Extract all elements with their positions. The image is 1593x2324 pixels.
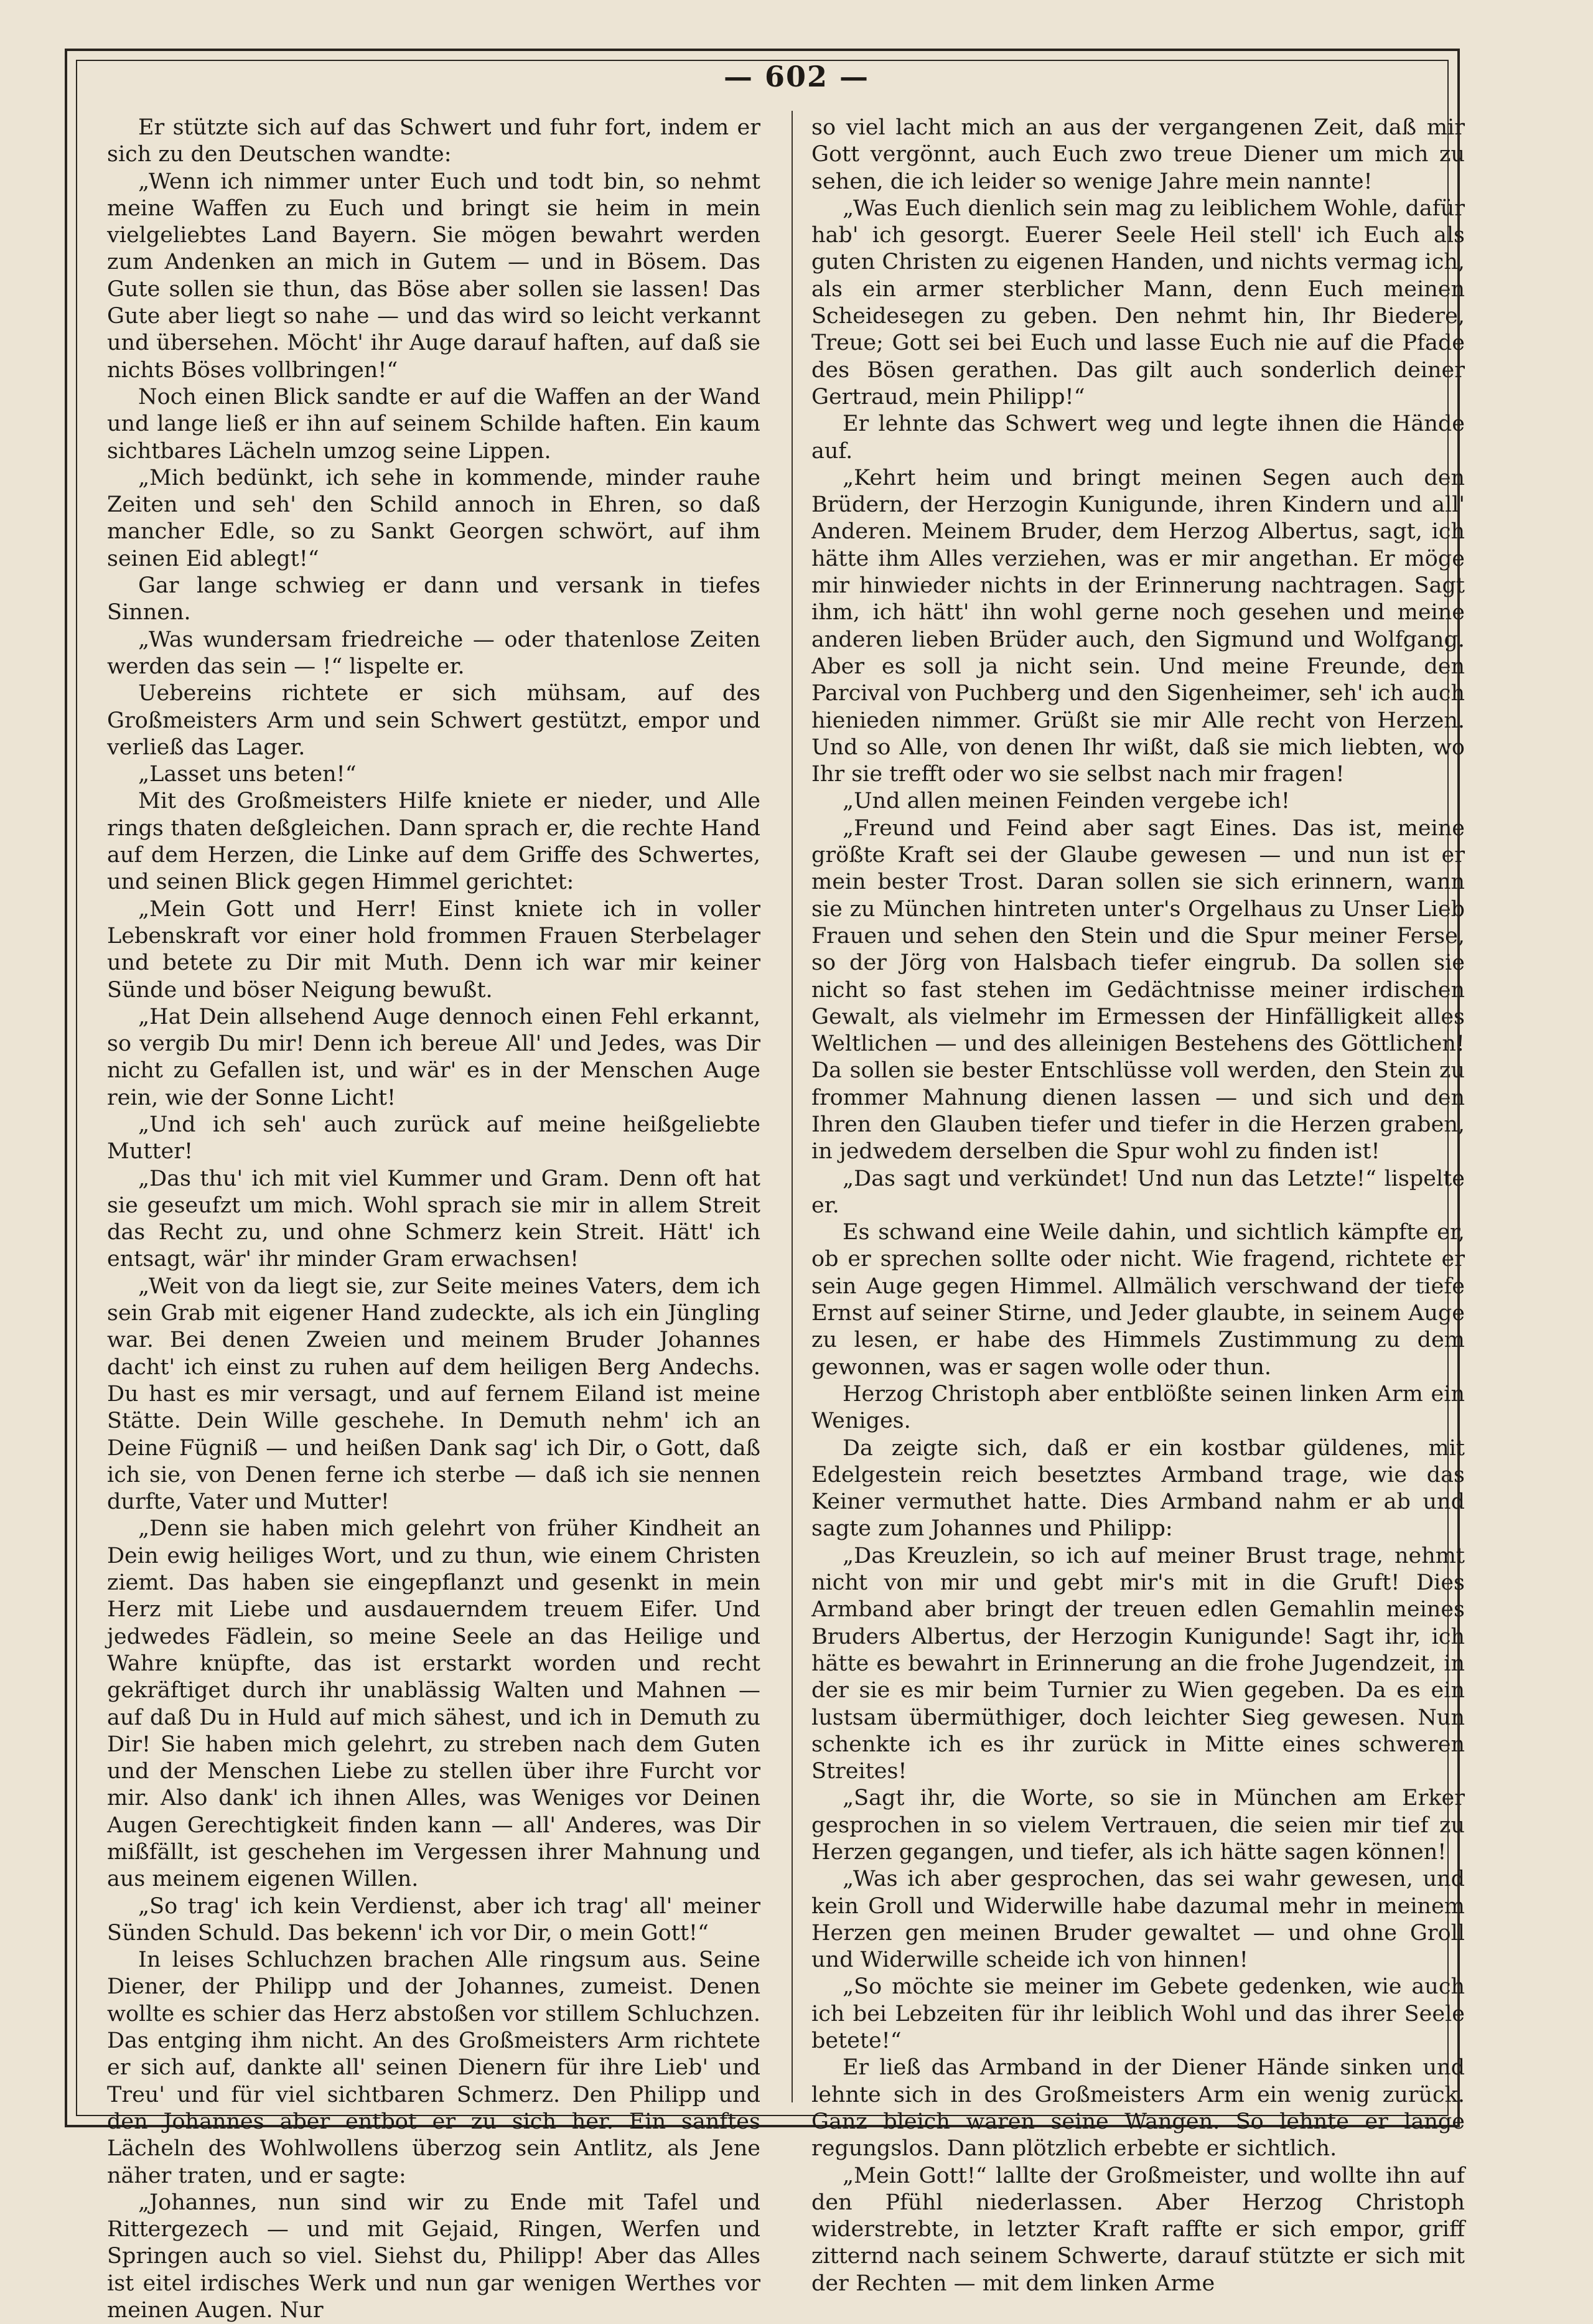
paragraph: „Mein Gott!“ lallte der Großmeister, und wollte ihn auf den Pfühl niederlassen. Aber Herzog Christoph widerstrebte, in letzter Kraft raffte er sich empor, griff zitternd nach seinem Schwerte, darauf stützte er sich mit der Rechten — mit dem linken Arme [811,2163,1465,2296]
paragraph: „Kehrt heim und bringt meinen Segen auch den Brüdern, der Herzogin Kunigunde, ihren Kindern und all' Anderen. Meinem Bruder, dem Herzog Albertus, sagt, ich hätte ihm Alles verziehen, was er mir angethan. Er möge mir hinwieder nichts in der Erinnerung nachtragen. Sagt ihm, ich hätt' ihn wohl gerne noch gesehen und meine anderen lieben Brüder auch, den Sigmund und Wolfgang. Aber es soll ja nicht sein. Und meine Freunde, den Parcival von Puchberg und den Sigenheimer, seh' ich auch hienieden nimmer. Grüßt sie mir Alle recht von Herzen. Und so Alle, von denen Ihr wißt, daß sie mich liebten, wo Ihr sie trefft oder wo sie selbst nach mir fragen! [811,465,1465,787]
paragraph: Es schwand eine Weile dahin, und sichtlich kämpfte er, ob er sprechen sollte oder nicht. Wie fragend, richtete er sein Auge gegen Himmel. Allmälich verschwand der tiefe Ernst auf seiner Stirne, und Jeder glaubte, in seinem Auge zu lesen, er habe des Himmels Zustimmung zu dem gewonnen, was er sagen wolle oder thun. [811,1220,1465,1380]
paragraph: „Was ich aber gesprochen, das sei wahr gewesen, und kein Groll und Widerwille habe dazumal mehr in meinem Herzen gen meinen Bruder gewaltet — und ohne Groll und Widerwille scheide ich von hinnen! [811,1867,1465,1973]
paragraph: „Wenn ich nimmer unter Euch und todt bin, so nehmt meine Waffen zu Euch und bringt sie heim in mein vielgeliebtes Land Bayern. Sie mögen bewahrt werden zum Andenken an mich in Gutem — und in Bösem. Das Gute sollen sie thun, das Böse aber sollen sie lassen! Das Gute aber liegt so nahe — und das wird so leicht verkannt und übersehen. Möcht' ihr Auge darauf haften, auf daß sie nichts Böses vollbringen!“ [107,169,760,383]
paragraph: In leises Schluchzen brachen Alle ringsum aus. Seine Diener, der Philipp und der Johannes, zumeist. Denen wollte es schier das Herz abstoßen vor stillem Schluchzen. Das entging ihm nicht. An des Großmeisters Arm richtete er sich auf, dankte all' seinen Dienern für ihre Lieb' und Treu' und für viel sichtbaren Schmerz. Den Philipp und den Johannes aber entbot er zu sich her. Ein sanftes Lächeln des Wohlwollens überzog sein Antlitz, als Jene näher traten, und er sagte: [107,1947,760,2188]
paragraph: „Und allen meinen Feinden vergebe ich! [843,789,1290,814]
paragraph: Uebereins richtete er sich mühsam, auf des Großmeisters Arm und sein Schwert gestützt, empor und verließ das Lager. [107,681,760,760]
paragraph: Da zeigte sich, daß er ein kostbar güldenes, mit Edelgestein reich besetztes Armband trage, wie das Keiner vermuthet hatte. Dies Armband nahm er ab und sagte zum Johannes und Philipp: [811,1435,1465,1542]
column-divider [792,111,793,2102]
paragraph: „Sagt ihr, die Worte, so sie in München am Erker gesprochen in so vielem Vertrauen, die seien mir tief zu Herzen gegangen, und tiefer, als ich hätte sagen können! [811,1786,1465,1865]
paragraph: „Das thu' ich mit viel Kummer und Gram. Denn oft hat sie geseufzt um mich. Wohl sprach sie mir in allem Streit das Recht zu, und ohne Schmerz kein Streit. Hätt' ich entsagt, wär' ihr minder Gram erwachsen! [107,1166,760,1272]
paragraph: Er lehnte das Schwert weg und legte ihnen die Hände auf. [811,411,1465,464]
paragraph: „Johannes, nun sind wir zu Ende mit Tafel und Rittergezech — und mit Gejaid, Ringen, Werfen und Springen auch so viel. Siehst du, Philipp! Aber das Alles ist eitel irdisches Werk und nun gar wenigen Werthes vor meinen Augen. Nur [107,2190,760,2323]
paragraph: „Das Kreuzlein, so ich auf meiner Brust trage, nehmt nicht von mir und gebt mir's mit in die Gruft! Dies Armband aber bringt der treuen edlen Gemahlin meines Bruders Albertus, der Herzogin Kunigunde! Sagt ihr, ich hätte es bewahrt in Erinnerung an die frohe Jugendzeit, in der sie es mir beim Turnier zu Wien gegeben. Da es ein lustsam übermüthiger, doch leichter Sieg gewesen. Nun schenkte ich es ihr zurück in Mitte eines schweren Streites! [811,1543,1465,1784]
paragraph: Mit des Großmeisters Hilfe kniete er nieder, und Alle rings thaten deßgleichen. Dann sprach er, die rechte Hand auf dem Herzen, die Linke auf dem Griffe des Schwertes, und seinen Blick gegen Himmel gerichtet: [107,789,760,895]
right-text-column [811,115,1465,2296]
paragraph: „Denn sie haben mich gelehrt von früher Kindheit an Dein ewig heiliges Wort, und zu thun, wie einem Christen ziemt. Das haben sie eingepflanzt und gesenkt in mein Herz mit Liebe und ausdauerndem treuem Eifer. Und jedwedes Fädlein, so meine Seele an das Heilige und Wahre knüpfte, das ist erstarkt worden und recht gekräftiget durch ihr unablässig Walten und Mahnen — auf daß Du in Huld auf mich sähest, und ich in Demuth zu Dir! Sie haben mich gelehrt, zu streben nach dem Guten und der Menschen Liebe zu stellen über ihre Furcht vor mir. Also dank' ich ihnen Alles, was Weniges vor Deinen Augen Gerechtigkeit finden kann — all' Anderes, was Dir mißfällt, ist geschehen im Vergessen ihrer Mahnung und aus meinem eigenen Willen. [107,1516,760,1892]
paragraph: Herzog Christoph aber entblößte seinen linken Arm ein Weniges. [811,1381,1465,1434]
paragraph: Noch einen Blick sandte er auf die Waffen an der Wand und lange ließ er ihn auf seinem Schilde haften. Ein kaum sichtbares Lächeln umzog seine Lippen. [107,384,760,464]
paragraph: „Freund und Feind aber sagt Eines. Das ist, meine größte Kraft sei der Glaube gewesen — und nun ist er mein bester Trost. Daran sollen sie sich erinnern, wann sie zu München hintreten unter's Orgelhaus zu Unser Lieb Frauen und sehen den Stein und die Spur meiner Ferse, so der Jörg von Halsbach tiefer eingrub. Da sollen sie nicht so fast stehen im Gedächtnisse meiner irdischen Gewalt, als vielmehr im Ermessen der Hinfälligkeit alles Weltlichen — und des alleinigen Bestehens des Göttlichen! Da sollen sie bester Entschlüsse voll werden, den Stein zu frommer Mahnung dienen lassen — und sich und den Ihren den Glauben tiefer und tiefer in die Herzen graben, in jedwedem derselben die Spur wohl zu finden ist! [811,815,1465,1164]
paragraph: so viel lacht mich an aus der vergangenen Zeit, daß mir Gott vergönnt, auch Euch zwo treue Diener um mich zu sehen, die ich leider so wenige Jahre mein nannte! [811,115,1465,194]
paragraph: Er stützte sich auf das Schwert und fuhr fort, indem er sich zu den Deutschen wandte: [107,115,760,167]
paragraph: „Mein Gott und Herr! Einst kniete ich in voller Lebenskraft vor einer hold frommen Frauen Sterbelager und betete zu Dir mit Muth. Denn ich war mir keiner Sünde und böser Neigung bewußt. [107,896,760,1003]
page-number: — 602 — [723,60,870,93]
paragraph: „Was wundersam friedreiche — oder thatenlose Zeiten werden das sein — !“ lispelte er. [107,627,760,679]
paragraph: Er ließ das Armband in der Diener Hände sinken und lehnte sich in des Großmeisters Arm ein wenig zurück. Ganz bleich waren seine Wangen. So lehnte er lange regungslos. Dann plötzlich erbebte er sichtlich. [811,2055,1465,2162]
paragraph: „Weit von da liegt sie, zur Seite meines Vaters, dem ich sein Grab mit eigener Hand zudeckte, als ich ein Jüngling war. Bei denen Zweien und meinem Bruder Johannes dacht' ich einst zu ruhen auf dem heiligen Berg Andechs. Du hast es mir versagt, und auf fernem Eiland ist meine Stätte. Dein Wille geschehe. In Demuth nehm' ich an Deine Fügniß — und heißen Dank sag' ich Dir, o Gott, daß ich sie, von Denen ferne ich sterbe — daß ich sie nennen durfte, Vater und Mutter! [107,1273,760,1515]
paragraph: „So möchte sie meiner im Gebete gedenken, wie auch ich bei Lebzeiten für ihr leiblich Wohl und das ihrer Seele betete!“ [811,1974,1465,2054]
paragraph: „Hat Dein allsehend Auge dennoch einen Fehl erkannt, so vergib Du mir! Denn ich bereue All' und Jedes, was Dir nicht zu Gefallen ist, und wär' es in der Menschen Auge rein, wie der Sonne Licht! [107,1004,760,1110]
paragraph: „Mich bedünkt, ich sehe in kommende, minder rauhe Zeiten und seh' den Schild annoch in Ehren, so daß mancher Edle, so zu Sankt Georgen schwört, auf ihm seinen Eid ablegt!“ [107,465,760,571]
paragraph: „Lasset uns beten!“ [138,762,357,787]
paragraph: „Was Euch dienlich sein mag zu leiblichem Wohle, dafür hab' ich gesorgt. Euerer Seele Heil stell' ich Euch als guten Christen zu eigenen Handen, und nichts vermag ich, als ein armer sterblicher Mann, denn Euch meinen Scheidesegen zu geben. Den nehmt hin, Ihr Biedere, Treue; Gott sei bei Euch und lasse Euch nie auf die Pfade des Bösen gerathen. Das gilt auch sonderlich deiner Gertraud, mein Philipp!“ [811,195,1465,410]
left-text-column [107,115,760,2323]
paragraph: „Und ich seh' auch zurück auf meine heißgeliebte Mutter! [107,1112,760,1164]
paragraph: „Das sagt und verkündet! Und nun das Letzte!“ lispelte er. [811,1166,1465,1218]
paragraph: Gar lange schwieg er dann und versank in tiefes Sinnen. [107,573,760,626]
paragraph: „So trag' ich kein Verdienst, aber ich trag' all' meiner Sünden Schuld. Das bekenn' ich vor Dir, o mein Gott!“ [107,1893,760,1946]
